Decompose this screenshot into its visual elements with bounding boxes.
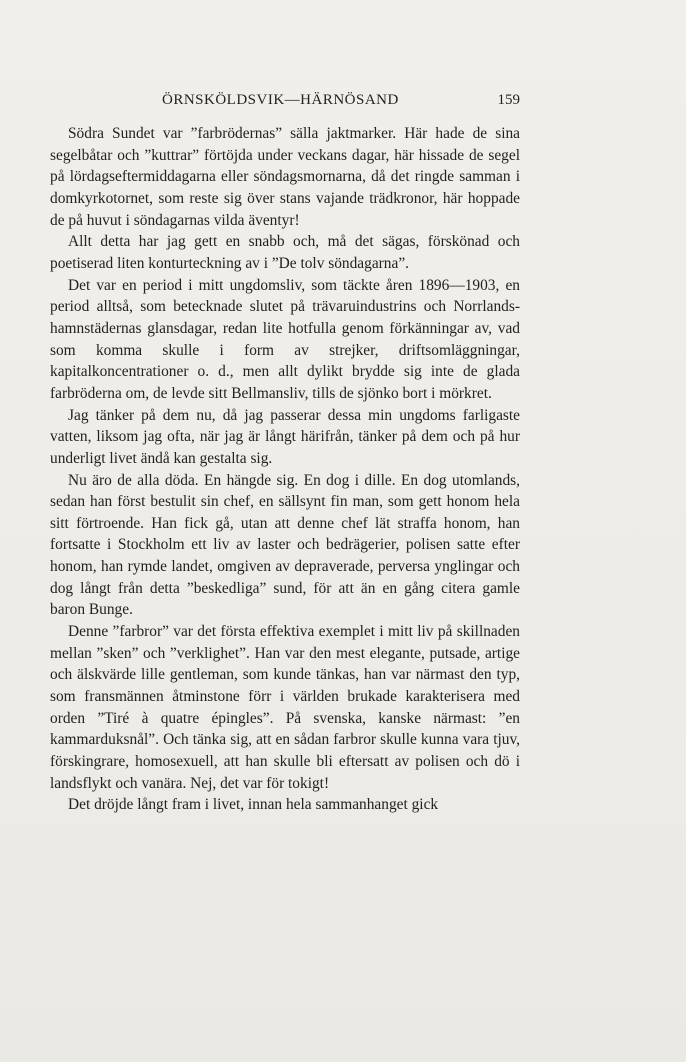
paragraph: Södra Sundet var ”farbrödernas” sälla jaktmarker. Här hade de sina segelbåtar och ”kuttrar” förtöjda under veckans dagar, här hissade de segel på lördagseftermiddagarna eller söndagsmornarna, då det ringde samman i domkyrkotornet, som reste sig över stans vajande trädkronor, här hoppade de på huvut i söndagarnas vilda äventyr! bbox=[50, 125, 520, 229]
body-text bbox=[50, 123, 520, 816]
paragraph: Denne ”farbror” var det första effektiva exemplet i mitt liv på skillnaden mellan ”sken” och ”verklighet”. Han var den mest elegante, putsade, artige och älskvärde lille gentleman, som kunde tänkas, han var närmast den typ, som fransmännen åtminstone förr i världen brukade karakterisera med orden ”Tiré à quatre épingles”. På svenska, kanske närmast: ”en kammarduksnål”. Och tänka sig, att en sådan farbror skulle kunna vara tjuv, förskingrare, homosexuell, att han skulle bli eftersatt av polisen och dö i landsflykt och vanära. Nej, det var för tokigt! bbox=[50, 623, 520, 792]
page-header bbox=[50, 92, 520, 114]
page-number: 159 bbox=[497, 92, 520, 108]
paragraph: Nu äro de alla döda. En hängde sig. En dog i dille. En dog utomlands, sedan han först bestulit sin chef, en sällsynt fin man, som gett honom hela sitt förtroende. Han fick gå, utan att denne chef lät straffa honom, han fortsatte i Stockholm ett liv av laster och bedrägerier, polisen satte efter honom, han rymde landet, omgiven av depraverade, perversa ynglingar och dog långt från detta ”beskedliga” sund, för att än en gång citera gamle baron Bunge. bbox=[50, 471, 520, 619]
paragraph: Det var en period i mitt ungdomsliv, som täckte åren 1896—1903, en period alltså, som betecknade slutet på trävaruindustrins och Norrlands-hamnstädernas glansdagar, redan lite hotfulla genom förkänningar av, vad som komma skulle i form av strejker, driftsomläggningar, kapitalkoncentrationer o. d., men allt dylikt brydde sig inte de glada farbröderna om, de levde sitt Bellmansliv, tills de sjönko bort i mörkret. bbox=[50, 276, 520, 402]
paragraph: Allt detta har jag gett en snabb och, må det sägas, förskönad och poetiserad liten konturteckning av i ”De tolv söndagarna”. bbox=[50, 233, 520, 272]
paragraph: Jag tänker på dem nu, då jag passerar dessa min ungdoms farligaste vatten, liksom jag ofta, när jag är långt härifrån, tänker på dem och på hur underligt livet ändå kan gestalta sig. bbox=[50, 406, 520, 467]
paragraph: Det dröjde långt fram i livet, innan hela sammanhanget gick bbox=[68, 796, 439, 814]
running-head: ÖRNSKÖLDSVIK—HÄRNÖSAND bbox=[162, 92, 399, 108]
